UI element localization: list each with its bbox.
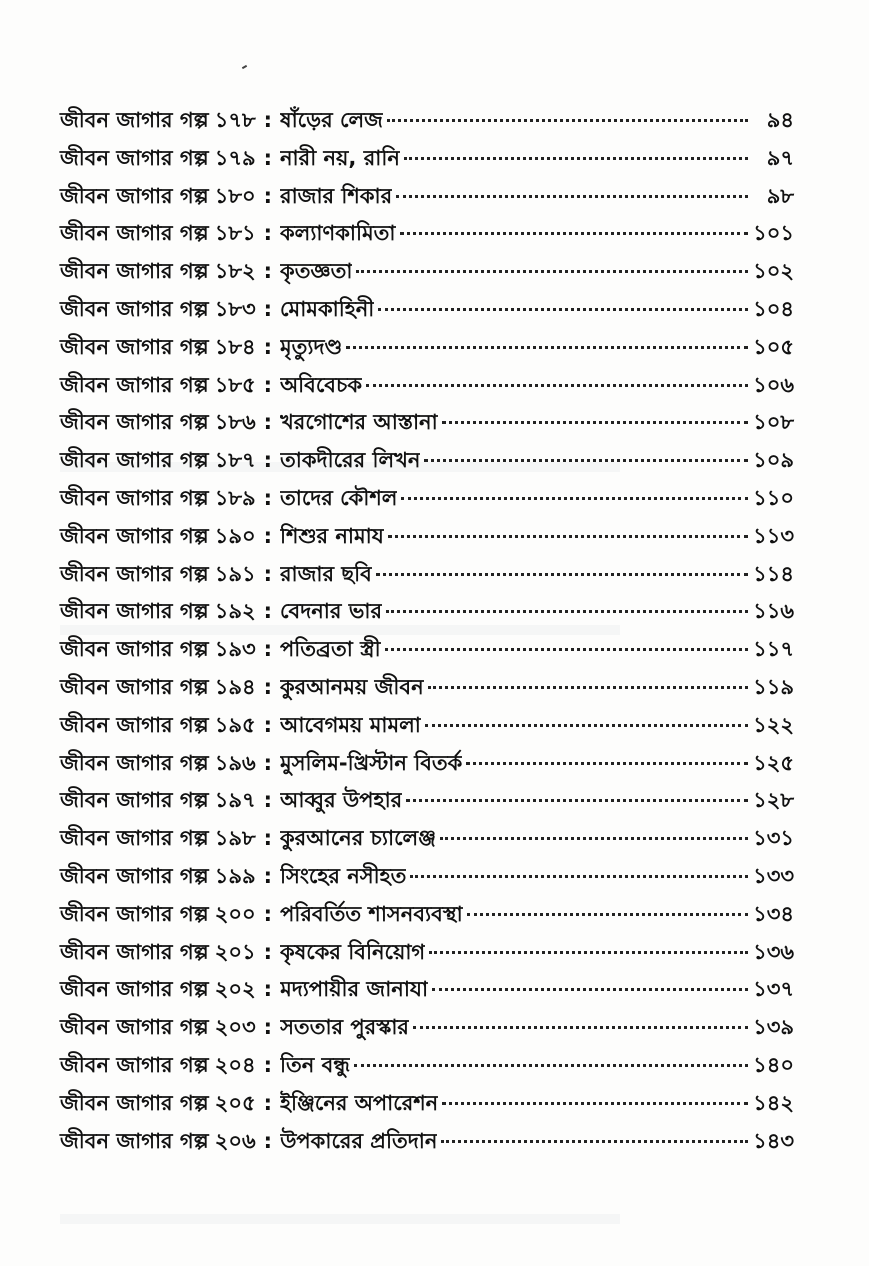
toc-entry	[60, 291, 794, 329]
dot-leader	[413, 1026, 748, 1029]
story-number: ১৯০	[214, 523, 256, 548]
story-series-label: জীবন জাগার গল্প	[60, 448, 209, 473]
toc-entry	[60, 442, 794, 480]
separator-colon: :	[263, 863, 272, 888]
separator-colon: :	[263, 372, 272, 397]
story-series-label: জীবন জাগার গল্প	[60, 901, 209, 926]
page-number: ১০৪	[753, 296, 794, 321]
toc-entry	[60, 556, 794, 594]
separator-colon: :	[263, 183, 273, 208]
story-number: ২০৬	[214, 1128, 256, 1153]
page-number: ১৪৩	[753, 1128, 794, 1153]
separator-colon: :	[263, 448, 273, 473]
dot-leader	[442, 1102, 748, 1105]
page-number: ১৩৪	[753, 901, 794, 926]
story-title: মদ্যপায়ীর জানাযা	[280, 977, 429, 1002]
story-number: ১৯১	[214, 561, 256, 586]
show-through-band	[60, 1214, 620, 1224]
story-series-label: জীবন জাগার গল্প	[60, 296, 209, 321]
toc-entry	[60, 1009, 794, 1047]
story-title: সততার পুরস্কার	[280, 1015, 409, 1040]
toc-entry	[60, 820, 794, 858]
dot-leader	[425, 724, 748, 727]
toc-entry	[60, 858, 794, 896]
story-title: কুরআনের চ্যালেঞ্জ	[279, 826, 437, 851]
story-series-label: জীবন জাগার গল্প	[60, 826, 209, 851]
story-series-label: জীবন জাগার গল্প	[60, 788, 209, 813]
dot-leader	[388, 535, 748, 538]
story-series-label: জীবন জাগার গল্প	[60, 599, 209, 624]
page-number: ১১৭	[753, 637, 794, 662]
story-title: আব্বুর উপহার	[280, 788, 403, 813]
dot-leader	[429, 951, 748, 954]
toc-entry	[60, 253, 794, 291]
dot-leader	[401, 497, 748, 500]
story-title: খরগোশের আস্তানা	[280, 410, 438, 435]
toc-entry	[60, 1123, 794, 1161]
toc-entry	[60, 1047, 794, 1085]
table-of-contents	[60, 102, 794, 1160]
story-title: কুরআনময় জীবন	[279, 674, 424, 699]
separator-colon: :	[263, 750, 273, 775]
separator-colon: :	[263, 977, 273, 1002]
story-number: ২০৫	[214, 1090, 256, 1115]
story-series-label: জীবন জাগার গল্প	[60, 1090, 209, 1115]
dot-leader	[406, 799, 748, 802]
story-number: ১৮৯	[214, 485, 256, 510]
page-number: ১৪২	[753, 1090, 794, 1115]
story-number: ১৮৭	[214, 448, 256, 473]
story-number: ১৯৮	[214, 826, 256, 851]
page-number: ১৩১	[753, 826, 794, 851]
page-number: ৯৪	[766, 108, 794, 132]
story-series-label: জীবন জাগার গল্প	[60, 145, 209, 170]
toc-entry	[60, 480, 794, 518]
story-number: ২০৪	[214, 1052, 256, 1077]
story-number: ১৯৯	[214, 863, 256, 888]
dot-leader	[378, 308, 748, 311]
story-series-label: জীবন জাগার গল্প	[60, 637, 209, 662]
dot-leader	[466, 762, 748, 765]
dot-leader	[424, 459, 748, 462]
separator-colon: :	[263, 788, 273, 813]
story-series-label: জীবন জাগার গল্প	[60, 334, 209, 359]
separator-colon: :	[263, 674, 272, 699]
dot-leader	[366, 384, 748, 387]
page-number: ১০৬	[753, 372, 794, 397]
story-title: রাজার শিকার	[280, 183, 393, 208]
story-title: মৃত্যুদণ্ড	[279, 334, 343, 359]
story-series-label: জীবন জাগার গল্প	[60, 485, 209, 510]
separator-colon: :	[263, 826, 272, 851]
toc-entry	[60, 782, 794, 820]
page-number: ১০৮	[753, 410, 794, 435]
dot-leader	[410, 875, 748, 878]
toc-entry	[60, 518, 794, 556]
page-number: ১৩৭	[753, 977, 794, 1002]
story-series-label: জীবন জাগার গল্প	[60, 1128, 209, 1153]
separator-colon: :	[263, 561, 272, 586]
story-series-label: জীবন জাগার গল্প	[60, 183, 209, 208]
story-title: বেদনার ভার	[280, 599, 383, 624]
toc-entry	[60, 367, 794, 405]
story-title: তাদের কৌশল	[279, 485, 398, 510]
toc-entry	[60, 102, 794, 140]
story-series-label: জীবন জাগার গল্প	[60, 410, 209, 435]
story-title: পতিব্রতা স্ত্রী	[280, 637, 381, 662]
dot-leader	[404, 157, 748, 160]
page-number: ১১৬	[753, 599, 794, 624]
story-title: তিন বন্ধু	[280, 1052, 350, 1077]
separator-colon: :	[263, 1015, 273, 1040]
toc-entry	[60, 593, 794, 631]
story-number: ১৯৫	[214, 712, 256, 737]
story-number: ১৮৫	[214, 372, 256, 397]
story-title: তাকদীরের লিখন	[280, 448, 421, 473]
story-number: ২০০	[214, 901, 256, 926]
dot-leader	[400, 232, 749, 235]
separator-colon: :	[263, 523, 273, 548]
dot-leader	[428, 686, 748, 689]
page-number: ১০১	[753, 221, 794, 246]
story-title: মোমকাহিনী	[280, 296, 375, 321]
dot-leader	[354, 1064, 748, 1067]
story-number: ১৮৪	[214, 334, 256, 359]
page-number: ১১৩	[753, 523, 794, 548]
toc-entry	[60, 631, 794, 669]
dot-leader	[442, 421, 748, 424]
story-number: ১৮১	[214, 221, 256, 246]
separator-colon: :	[263, 712, 272, 737]
separator-colon: :	[263, 1128, 273, 1153]
toc-entry	[60, 934, 794, 972]
separator-colon: :	[263, 108, 273, 132]
page-number: ১০৯	[753, 448, 794, 473]
story-series-label: জীবন জাগার গল্প	[60, 259, 209, 284]
story-number: ১৮০	[214, 183, 256, 208]
story-series-label: জীবন জাগার গল্প	[60, 977, 209, 1002]
dot-leader	[432, 988, 748, 991]
story-number: ১৯৭	[214, 788, 256, 813]
story-series-label: জীবন জাগার গল্প	[60, 1052, 209, 1077]
toc-entry	[60, 215, 794, 253]
story-title: ষাঁড়ের লেজ	[280, 108, 383, 132]
separator-colon: :	[263, 901, 273, 926]
dot-leader	[467, 913, 748, 916]
separator-colon: :	[263, 599, 273, 624]
story-series-label: জীবন জাগার গল্প	[60, 863, 209, 888]
toc-entry	[60, 669, 794, 707]
separator-colon: :	[263, 296, 273, 321]
separator-colon: :	[263, 939, 273, 964]
dot-leader	[386, 610, 748, 613]
separator-colon: :	[263, 637, 273, 662]
dot-leader	[346, 346, 748, 349]
story-title: ইঞ্জিনের অপারেশন	[280, 1090, 439, 1115]
page-number: ১২৫	[753, 750, 794, 775]
story-series-label: জীবন জাগার গল্প	[60, 674, 209, 699]
page-number: ১১৯	[753, 674, 794, 699]
ink-speck	[242, 65, 247, 69]
dot-leader	[396, 195, 748, 198]
story-series-label: জীবন জাগার গল্প	[60, 939, 209, 964]
story-number: ১৯৪	[214, 674, 256, 699]
story-series-label: জীবন জাগার গল্প	[60, 372, 209, 397]
toc-entry	[60, 896, 794, 934]
story-series-label: জীবন জাগার গল্প	[60, 523, 209, 548]
separator-colon: :	[263, 485, 272, 510]
story-number: ২০৩	[214, 1015, 256, 1040]
toc-entry	[60, 140, 794, 178]
toc-entry	[60, 404, 794, 442]
separator-colon: :	[263, 1090, 273, 1115]
page-number: ১২২	[753, 712, 794, 737]
story-title: সিংহের নসীহত	[279, 863, 407, 888]
story-title: শিশুর নামায	[280, 523, 384, 548]
story-title: পরিবর্তিত শাসনব্যবস্থা	[280, 901, 463, 926]
dot-leader	[356, 270, 748, 273]
story-number: ১৭৯	[214, 145, 256, 170]
page-number: ১০৫	[753, 334, 794, 359]
dot-leader	[441, 1140, 748, 1143]
separator-colon: :	[263, 145, 273, 170]
story-number: ১৯২	[214, 599, 256, 624]
story-number: ১৮৩	[214, 296, 256, 321]
separator-colon: :	[263, 410, 273, 435]
story-title: মুসলিম-খ্রিস্টান বিতর্ক	[280, 750, 463, 775]
page-number: ১৩৯	[753, 1015, 794, 1040]
story-title: রাজার ছবি	[279, 561, 372, 586]
toc-entry	[60, 178, 794, 216]
story-title: কৃষকের বিনিয়োগ	[280, 939, 426, 964]
page-number: ১০২	[753, 259, 794, 284]
page-number: ১১৪	[753, 561, 794, 586]
story-title: আবেগময় মামলা	[279, 712, 421, 737]
story-title: কল্যাণকামিতা	[279, 221, 396, 246]
separator-colon: :	[263, 334, 272, 359]
story-title: নারী নয়, রানি	[280, 145, 400, 170]
story-number: ২০১	[214, 939, 256, 964]
page-number: ১২৮	[753, 788, 794, 813]
toc-entry	[60, 329, 794, 367]
dot-leader	[385, 648, 748, 651]
page-number: ১৪০	[753, 1052, 794, 1077]
story-series-label: জীবন জাগার গল্প	[60, 221, 209, 246]
story-title: অবিবেচক	[279, 372, 363, 397]
dot-leader	[440, 837, 748, 840]
toc-entry	[60, 971, 794, 1009]
separator-colon: :	[263, 1052, 273, 1077]
story-number: ১৮২	[214, 259, 256, 284]
page-number: ১৩৬	[753, 939, 794, 964]
page-number: ১৩৩	[753, 863, 794, 888]
dot-leader	[376, 573, 748, 576]
page-number: ৯৮	[766, 183, 794, 208]
story-series-label: জীবন জাগার গল্প	[60, 712, 209, 737]
story-series-label: জীবন জাগার গল্প	[60, 1015, 209, 1040]
toc-entry	[60, 745, 794, 783]
story-number: ১৯৬	[214, 750, 256, 775]
toc-entry	[60, 707, 794, 745]
separator-colon: :	[263, 221, 272, 246]
story-number: ১৯৩	[214, 637, 256, 662]
story-series-label: জীবন জাগার গল্প	[60, 750, 209, 775]
story-number: ১৭৮	[214, 108, 256, 132]
story-title: উপকারের প্রতিদান	[280, 1128, 438, 1153]
separator-colon: :	[263, 259, 273, 284]
page-number: ১১০	[753, 485, 794, 510]
story-title: কৃতজ্ঞতা	[280, 259, 353, 284]
story-number: ২০২	[214, 977, 256, 1002]
toc-entry	[60, 1085, 794, 1123]
dot-leader	[387, 119, 748, 122]
story-series-label: জীবন জাগার গল্প	[60, 108, 209, 132]
story-series-label: জীবন জাগার গল্প	[60, 561, 209, 586]
page-number: ৯৭	[766, 145, 794, 170]
story-number: ১৮৬	[214, 410, 256, 435]
